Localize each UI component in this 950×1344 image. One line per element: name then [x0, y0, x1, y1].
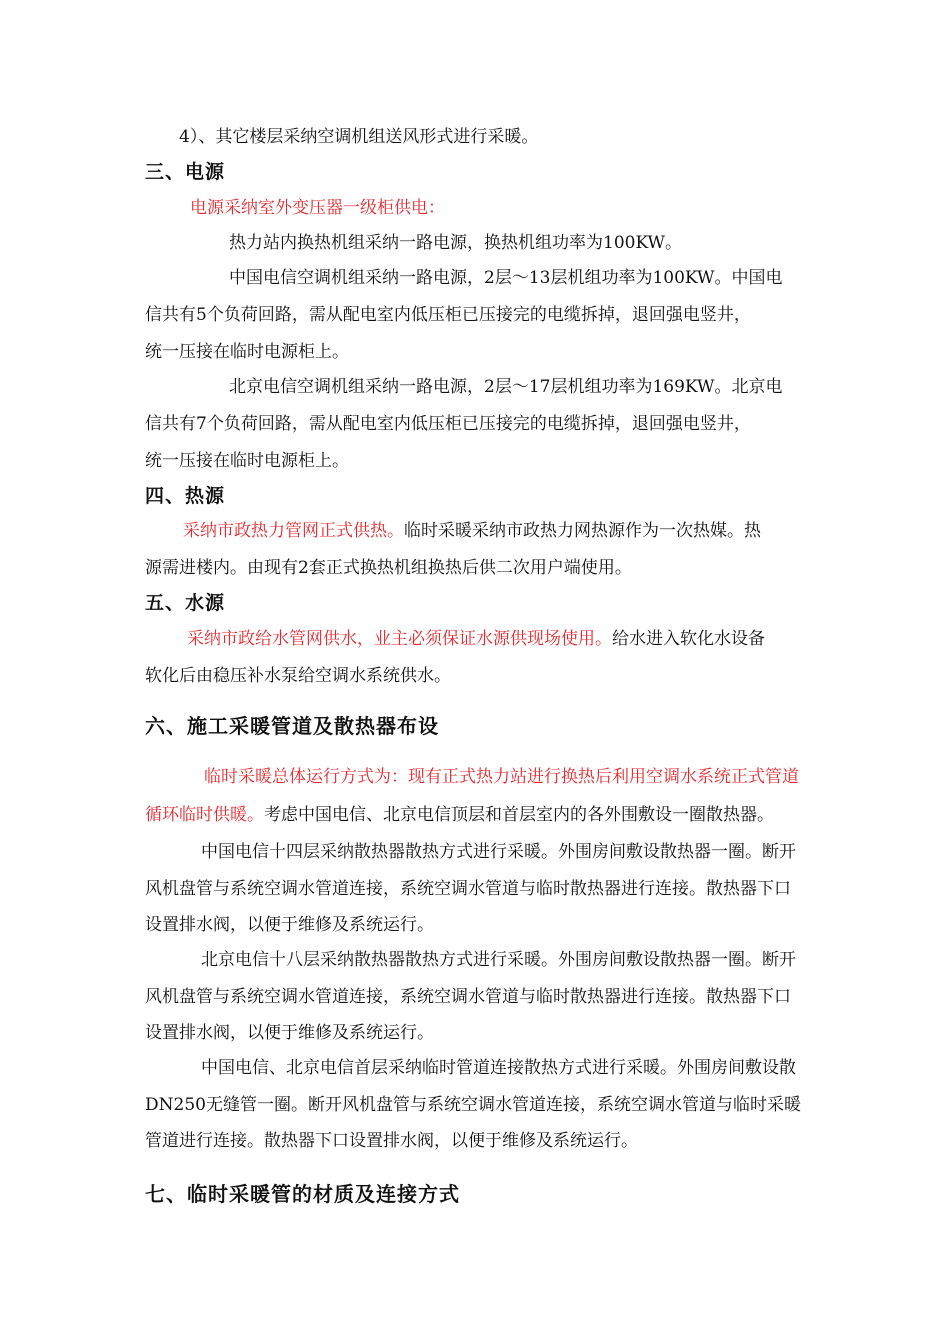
- section-6-lead-red-text: 循环临时供暖。: [145, 805, 264, 825]
- section-6-p1-line1: 中国电信十四层采纳散热器散热方式进行采暖。外围房间敷设散热器一圈。断开: [201, 842, 796, 862]
- section-3-heading: 三、电源: [145, 161, 226, 183]
- section-6-p3-line2: DN250无缝管一圈。断开风机盘管与系统空调水管道连接，系统空调水管道与临时采暖: [145, 1095, 801, 1115]
- section-5-rest-text: 给水进入软化水设备: [612, 629, 765, 649]
- section-6-p2-line2: 风机盘管与系统空调水管道连接，系统空调水管道与临时散热器进行连接。散热器下口: [145, 987, 791, 1007]
- section-3-p3-line3: 统一压接在临时电源柜上。: [145, 451, 349, 471]
- section-3-p3-line2: 信共有7个负荷回路，需从配电室内低压柜已压接完的电缆拆掉，退回强电竖井，: [145, 414, 751, 434]
- section-3-lead: 电源采纳室外变压器一级柜供电：: [190, 198, 445, 218]
- section-4-red-text: 采纳市政热力管网正式供热。: [183, 521, 404, 541]
- section-3-p1: 热力站内换热机组采纳一路电源，换热机组功率为100KW。: [229, 233, 683, 253]
- section-5-line1: [187, 628, 765, 650]
- section-5-heading: 五、水源: [145, 592, 226, 614]
- section-6-p3-line3: 管道进行连接。散热器下口设置排水阀，以便于维修及系统运行。: [145, 1131, 638, 1151]
- section-3-p2-line3: 统一压接在临时电源柜上。: [145, 342, 349, 362]
- item-4-text: 4）、其它楼层采纳空调机组送风形式进行采暖。: [179, 127, 539, 147]
- section-3-p2-line2: 信共有5个负荷回路，需从配电室内低压柜已压接完的电缆拆掉，退回强电竖井，: [145, 305, 751, 325]
- section-4-line1: [183, 520, 761, 542]
- section-4-heading: 四、热源: [145, 485, 226, 507]
- section-6-p2-line1: 北京电信十八层采纳散热器散热方式进行采暖。外围房间敷设散热器一圈。断开: [201, 950, 796, 970]
- section-5-red-text: 采纳市政给水管网供水，业主必须保证水源供现场使用。: [187, 629, 612, 649]
- section-7-heading: 七、临时采暖管的材质及连接方式: [145, 1182, 460, 1206]
- section-4-rest-text: 临时采暖采纳市政热力网热源作为一次热媒。热: [404, 521, 761, 541]
- section-6-lead-line1: 临时采暖总体运行方式为：现有正式热力站进行换热后利用空调水系统正式管道: [204, 767, 799, 787]
- section-3-p2-line1: 中国电信空调机组采纳一路电源，2层～13层机组功率为100KW。中国电: [229, 268, 783, 288]
- section-6-p1-line2: 风机盘管与系统空调水管道连接，系统空调水管道与临时散热器进行连接。散热器下口: [145, 879, 791, 899]
- section-3-p3-line1: 北京电信空调机组采纳一路电源，2层～17层机组功率为169KW。北京电: [229, 377, 783, 397]
- section-6-p3-line1: 中国电信、北京电信首层采纳临时管道连接散热方式进行采暖。外围房间敷设散: [201, 1058, 796, 1078]
- section-4-line2: 源需进楼内。由现有2套正式换热机组换热后供二次用户端使用。: [145, 558, 632, 578]
- section-6-p2-line3: 设置排水阀，以便于维修及系统运行。: [145, 1023, 434, 1043]
- section-6-lead-line2: [145, 804, 774, 826]
- section-6-p1-line3: 设置排水阀，以便于维修及系统运行。: [145, 915, 434, 935]
- section-5-line2: 软化后由稳压补水泵给空调水系统供水。: [145, 666, 451, 686]
- section-6-lead-rest-text: 考虑中国电信、北京电信顶层和首层室内的各外围敷设一圈散热器。: [264, 805, 774, 825]
- section-6-heading: 六、施工采暖管道及散热器布设: [145, 714, 439, 738]
